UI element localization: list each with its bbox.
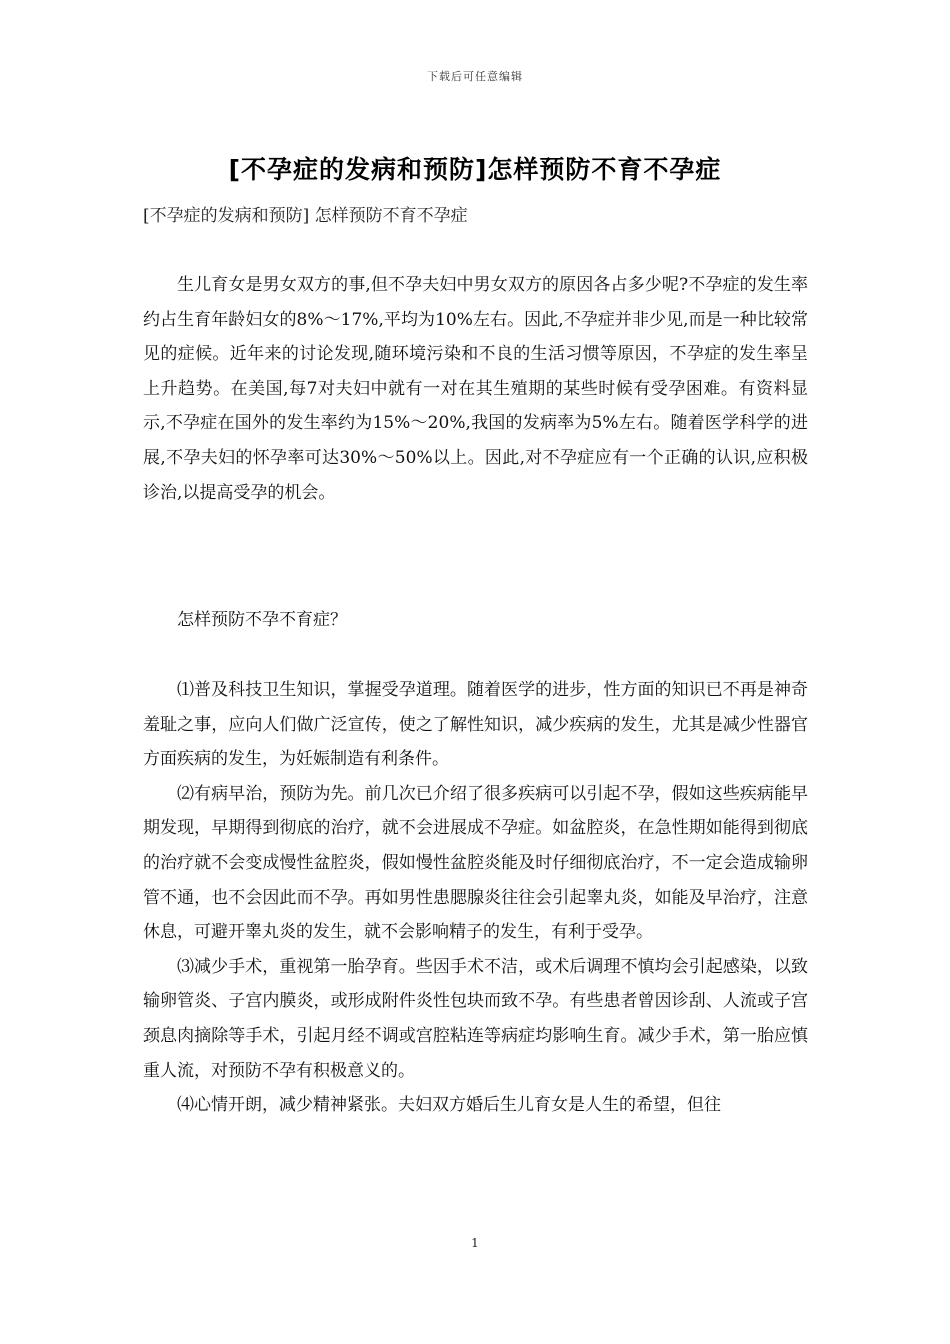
list-item: ⑵有病早治，预防为先。前几次已介绍了很多疾病可以引起不孕，假如这些疾病能早期发现，早期得到彻底的治疗，就不会进展成不孕症。如盆腔炎，在急性期如能得到彻底的治疗就不会变成慢性盆腔炎，假如慢性盆腔炎能及时仔细彻底治疗，不一定会造成输卵管不通，也不会因此而不孕。再如男性患腮腺炎往往会引起睾丸炎，如能及早治疗，注意休息，可避开睾丸炎的发生，就不会影响精子的发生，有利于受孕。 <box>143 783 808 943</box>
list-item: ⑴普及科技卫生知识，掌握受孕道理。随着医学的进步，性方面的知识已不再是神奇羞耻之事，应向人们做广泛宣传，使之了解性知识，减少疾病的发生，尤其是减少性器官方面疾病的发生，为妊娠制造有利条件。 <box>143 680 808 770</box>
document-title: [不孕症的发病和预防]怎样预防不育不孕症 <box>228 155 722 184</box>
list-item: ⑶减少手术，重视第一胎孕育。些因手术不洁，或术后调理不慎均会引起感染，以致输卵管炎、子宫内膜炎，或形成附件炎性包块而致不孕。有些患者曾因诊刮、人流或子宫颈息肉摘除等手术，引起月经不调或宫腔粘连等病症均影响生育。减少手术，第一胎应慎重人流，对预防不孕有积极意义的。 <box>143 956 808 1081</box>
page-number: 1 <box>471 1236 479 1250</box>
intro-paragraph: 生儿育女是男女双方的事,但不孕夫妇中男女双方的原因各占多少呢?不孕症的发生率约占生育年龄妇女的8%～17%,平均为10%左右。因此,不孕症并非少见,而是一种比较常见的症候。近年来的讨论发现,随环境污染和不良的生活习惯等原因，不孕症的发生率呈上升趋势。在美国,每7对夫妇中就有一对在其生殖期的某些时候有受孕困难。有资料显示,不孕症在国外的发生率约为15%～20%,我国的发病率为5%左右。随着医学科学的进展,不孕夫妇的怀孕率可达30%～50%以上。因此,对不孕症应有一个正确的认识,应积极诊治,以提高受孕的机会。 <box>143 275 808 503</box>
question-heading: 怎样预防不孕不育症？ <box>177 610 347 630</box>
document-subtitle: [不孕症的发病和预防] 怎样预防不育不孕症 <box>143 206 468 226</box>
question-section <box>143 603 808 638</box>
prevention-list <box>143 673 808 1123</box>
intro-section <box>143 268 808 510</box>
header-note: 下载后可任意编辑 <box>427 70 523 83</box>
list-item: ⑷心情开朗，减少精神紧张。夫妇双方婚后生儿育女是人生的希望，但往 <box>177 1095 721 1116</box>
